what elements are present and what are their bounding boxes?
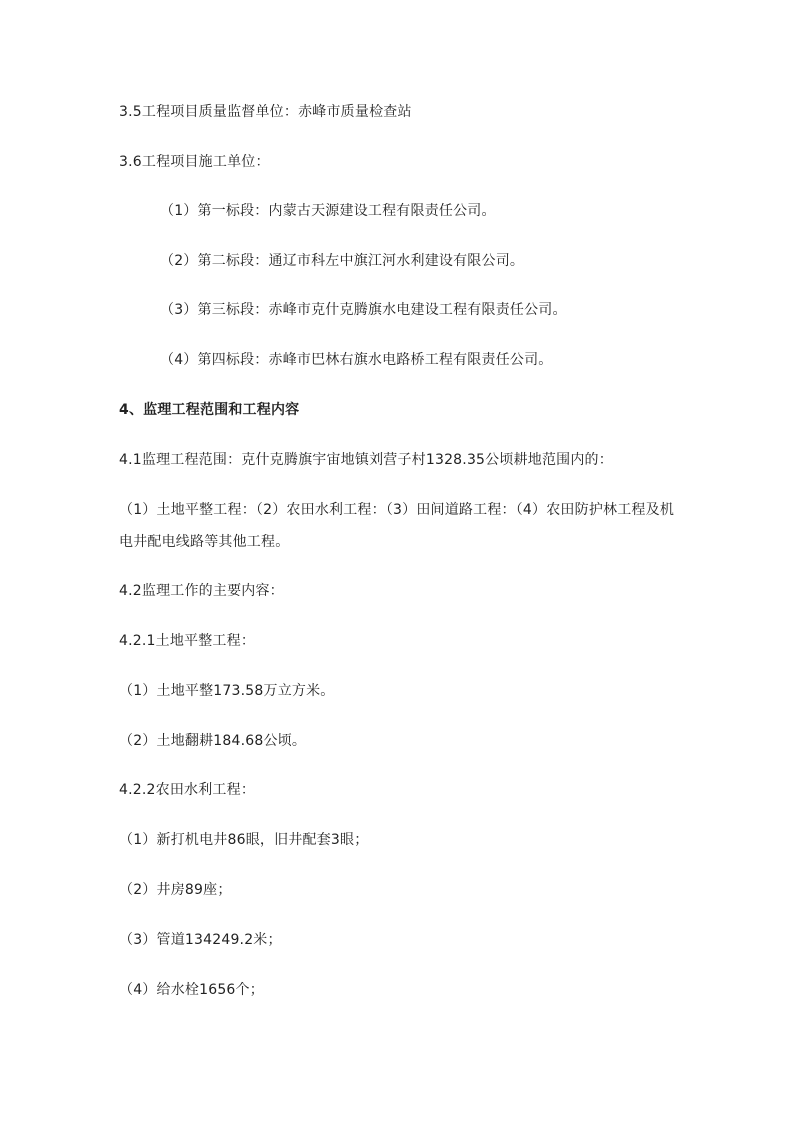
section-4-2-2-irrigation: 4.2.2农田水利工程： — [119, 782, 256, 798]
section-4-heading: 4、监理工程范围和工程内容 — [119, 402, 300, 418]
section-4-1-scope: 4.1监理工程范围：克什克腾旗宇宙地镇刘营子村1328.35公顷耕地范围内的： — [119, 452, 613, 468]
water-item: （4）给水栓1656个； — [119, 982, 264, 998]
water-item: （2）井房89座； — [119, 882, 232, 898]
section-4-2-1-land-leveling: 4.2.1土地平整工程： — [119, 633, 256, 649]
section-3-6-construction-units: 3.6工程项目施工单位： — [119, 154, 270, 170]
land-item: （1）土地平整173.58万立方米。 — [119, 683, 335, 699]
scope-text-line: 电井配电线路等其他工程。 — [119, 534, 290, 550]
water-item: （3）管道134249.2米； — [119, 932, 282, 948]
water-item: （1）新打机电井86眼，旧井配套3眼； — [119, 832, 369, 848]
contractor-item: （2）第二标段：通辽市科左中旗江河水利建设有限公司。 — [160, 253, 525, 269]
section-4-2-main-content: 4.2监理工作的主要内容： — [119, 583, 284, 599]
land-item: （2）土地翻耕184.68公顷。 — [119, 733, 307, 749]
contractor-item: （1）第一标段：内蒙古天源建设工程有限责任公司。 — [160, 203, 496, 219]
scope-text-line: （1）土地平整工程：（2）农田水利工程：（3）田间道路工程：（4）农田防护林工程及机 — [119, 502, 675, 518]
contractor-item: （3）第三标段：赤峰市克什克腾旗水电建设工程有限责任公司。 — [160, 302, 567, 318]
section-3-5-supervision-unit: 3.5工程项目质量监督单位：赤峰市质量检查站 — [119, 104, 412, 120]
contractor-item: （4）第四标段：赤峰市巴林右旗水电路桥工程有限责任公司。 — [160, 352, 553, 368]
